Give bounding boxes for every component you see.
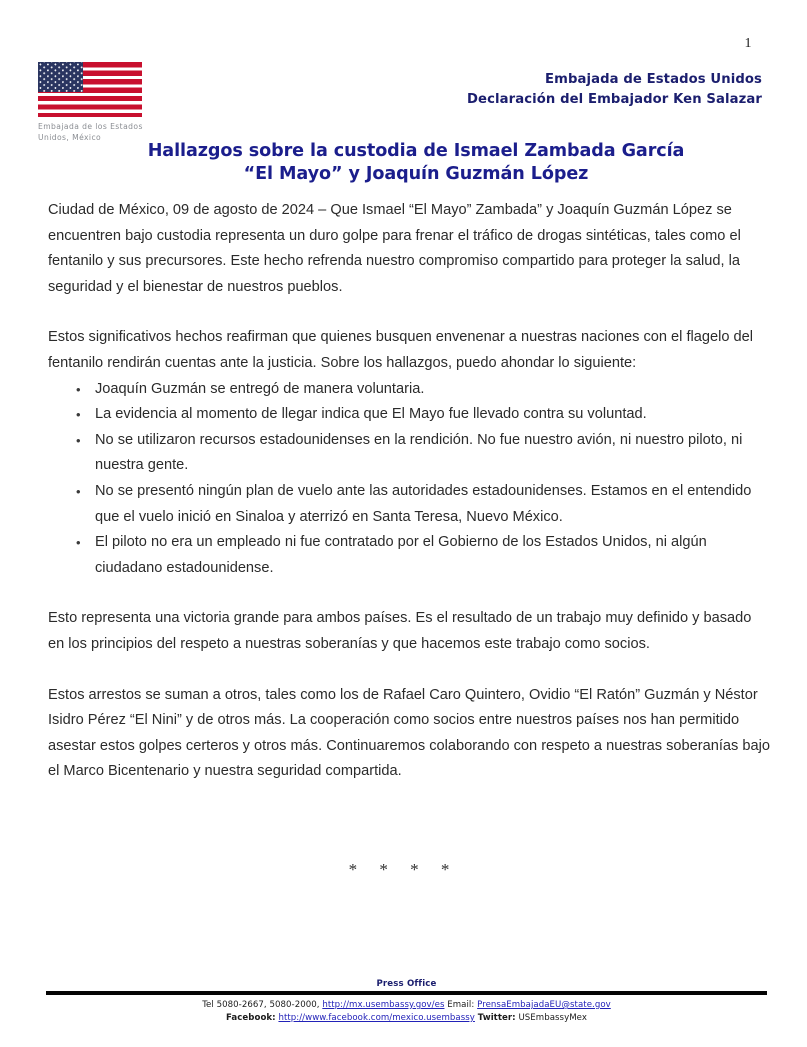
logo-caption-line2: Unidos, México	[38, 132, 102, 142]
list-item	[48, 377, 770, 403]
list-item	[48, 428, 770, 479]
document-body	[48, 198, 770, 810]
telephone-label: Tel 5080-2667, 5080-2000,	[202, 999, 320, 1010]
footer	[46, 979, 767, 1025]
footer-divider	[46, 991, 767, 995]
website-link[interactable]: http://mx.usembassy.gov/es	[322, 999, 445, 1010]
flag-canton	[38, 62, 83, 92]
paragraph-intro-findings: Estos significativos hechos reafirman que quienes busquen envenenar a nuestras naciones con el flagelo del fentanilo rendirán cuentas ante la justicia. Sobre los hallazgos, puedo ahondar lo siguiente:	[48, 329, 754, 371]
org-subtitle: Declaración del Embajador Ken Salazar	[466, 91, 762, 107]
paragraph-lede: Ciudad de México, 09 de agosto de 2024 – Que Ismael “El Mayo” Zambada” y Joaquín Guzmán López se encuentren bajo custodia representa un duro golpe para frenar el tráfico de drogas sintéticas, tales como el fentanilo y sus precursores. Este hecho refrenda nuestro compromiso compartido para proteger la salud, la seguridad y el bienestar de nuestros pueblos.	[48, 202, 741, 295]
facebook-link[interactable]: http://www.facebook.com/mexico.usembassy	[278, 1012, 475, 1023]
end-of-document-mark: * * * *	[348, 860, 459, 879]
page-number: 1	[744, 36, 752, 51]
bullet-icon: •	[76, 381, 81, 397]
page-title-line2: “El Mayo” y Joaquín Guzmán López	[243, 164, 589, 185]
list-item	[48, 479, 770, 530]
list-item-text: El piloto no era un empleado ni fue contratado por el Gobierno de los Estados Unidos, ni algún ciudadano estadounidense.	[95, 534, 707, 576]
page-title-line1: Hallazgos sobre la custodia de Ismael Zambada García	[147, 141, 685, 161]
email-link[interactable]: PrensaEmbajadaEU@state.gov	[477, 999, 611, 1010]
list-item-text: No se utilizaron recursos estadounidenses en la rendición. No fue nuestro avión, ni nuestro piloto, ni nuestra gente.	[95, 431, 743, 474]
twitter-handle: USEmbassyMex	[518, 1012, 587, 1023]
paragraph-arrests: Estos arrestos se suman a otros, tales como los de Rafael Caro Quintero, Ovidio “El Ratón” Guzmán y Néstor Isidro Pérez “El Nini” y de otros más. La cooperación como socios entre nuestros países nos han permitido asestar estos golpes certeros y otros más. Continuaremos colaborando con respeto a nuestras soberanías bajo el Marco Bicentenario y nuestra seguridad compartida.	[48, 686, 770, 780]
facebook-label: Facebook:	[226, 1012, 276, 1023]
list-item	[48, 402, 770, 428]
list-item-text: Joaquín Guzmán se entregó de manera voluntaria.	[95, 380, 425, 397]
embassy-logo	[38, 62, 150, 144]
bullet-icon: •	[76, 432, 81, 448]
flag-stars	[38, 62, 83, 92]
org-name: Embajada de Estados Unidos	[545, 72, 762, 87]
footer-contact-line1	[46, 999, 767, 1012]
footer-contact	[46, 999, 767, 1025]
bullet-icon: •	[76, 483, 81, 499]
twitter-label: Twitter:	[477, 1012, 516, 1023]
email-label: Email:	[447, 999, 475, 1010]
logo-caption-line1: Embajada de los Estados	[38, 122, 143, 131]
bullet-icon: •	[76, 407, 81, 423]
press-office-label: Press Office	[376, 979, 437, 990]
list-item-text: La evidencia al momento de llegar indica que El Mayo fue llevado contra su voluntad.	[95, 406, 647, 423]
findings-list	[48, 377, 770, 582]
paragraph-victory: Esto representa una victoria grande para ambos países. Es el resultado de un trabajo muy definido y basado en los principios del respeto a nuestras soberanías y que hacemos este trabajo como socios.	[48, 610, 752, 652]
us-flag-icon	[38, 62, 142, 117]
list-item	[48, 530, 770, 581]
list-item-text: No se presentó ningún plan de vuelo ante las autoridades estadounidenses. Estamos en el entendido que el vuelo inició en Sinaloa y aterrizó en Santa Teresa, Nuevo México.	[95, 482, 752, 525]
page-title	[70, 140, 762, 187]
footer-contact-line2	[46, 1012, 767, 1025]
masthead-org-block	[467, 70, 762, 110]
bullet-icon: •	[76, 535, 81, 551]
